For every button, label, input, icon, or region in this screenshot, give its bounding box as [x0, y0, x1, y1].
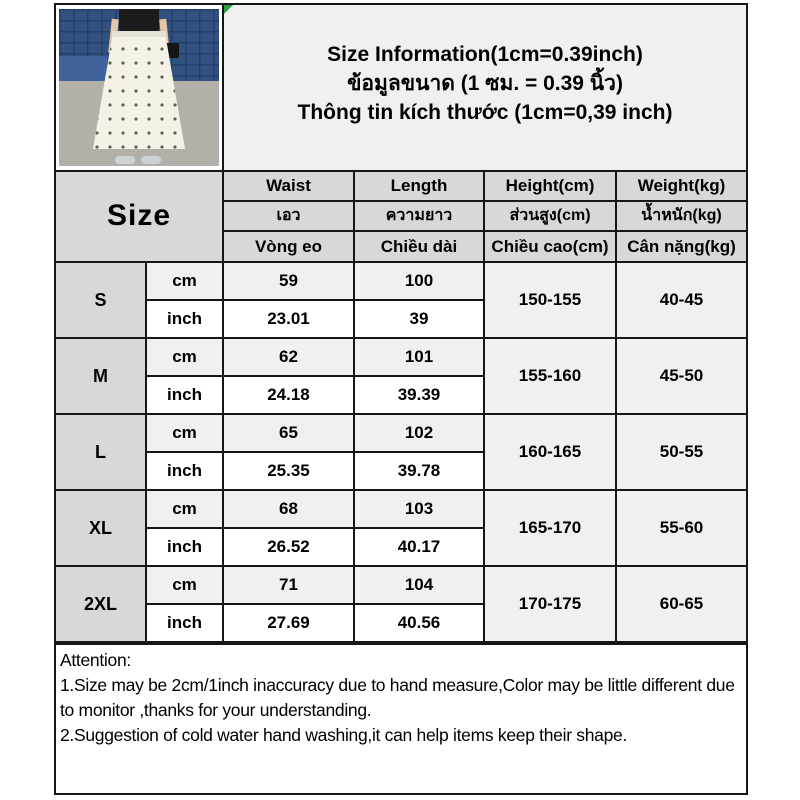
length-cm-2xl: 104 [355, 567, 483, 603]
excel-corner-marker-icon [224, 5, 233, 14]
waist-cm-m: 62 [224, 339, 353, 375]
size-row-label-m: M [56, 339, 145, 413]
product-photo-cell [56, 5, 222, 170]
length-header-vi: Chiều dài [355, 232, 483, 261]
height-header-vi: Chiều cao(cm) [485, 232, 615, 261]
length-header-en: Length [355, 172, 483, 200]
size-row-label-l: L [56, 415, 145, 489]
size-row-label-2xl: 2XL [56, 567, 145, 641]
size-chart-table [54, 3, 748, 643]
height-header-th: ส่วนสูง(cm) [485, 202, 615, 230]
waist-inch-m: 24.18 [224, 377, 353, 413]
waist-header-en: Waist [224, 172, 353, 200]
weight-header-th: น้ำหนัก(kg) [617, 202, 746, 230]
waist-cm-l: 65 [224, 415, 353, 451]
length-cm-m: 101 [355, 339, 483, 375]
length-cm-xl: 103 [355, 491, 483, 527]
waist-cm-2xl: 71 [224, 567, 353, 603]
size-column-header: Size [56, 172, 222, 261]
weight-range-l: 50-55 [617, 415, 746, 489]
length-inch-xl: 40.17 [355, 529, 483, 565]
waist-inch-2xl: 27.69 [224, 605, 353, 641]
length-inch-l: 39.78 [355, 453, 483, 489]
unit-inch-xl: inch [147, 529, 222, 565]
weight-header-en: Weight(kg) [617, 172, 746, 200]
waist-inch-l: 25.35 [224, 453, 353, 489]
pants-waistband [112, 31, 166, 37]
height-range-m: 155-160 [485, 339, 615, 413]
unit-cm-l: cm [147, 415, 222, 451]
shoe-right [141, 156, 161, 164]
chart-title-cell [224, 5, 746, 170]
attention-line-1: 1.Size may be 2cm/1inch inaccuracy due to hand measure,Color may be little different due to monitor ,thanks for your understanding. [60, 675, 735, 720]
length-cm-l: 102 [355, 415, 483, 451]
waist-inch-xl: 26.52 [224, 529, 353, 565]
height-range-2xl: 170-175 [485, 567, 615, 641]
unit-inch-l: inch [147, 453, 222, 489]
waist-header-th: เอว [224, 202, 353, 230]
unit-cm-m: cm [147, 339, 222, 375]
weight-header-vi: Cân nặng(kg) [617, 232, 746, 261]
unit-inch-m: inch [147, 377, 222, 413]
length-header-th: ความยาว [355, 202, 483, 230]
title-thai: ข้อมูลขนาด (1 ซม. = 0.39 นิ้ว) [347, 72, 623, 96]
height-range-s: 150-155 [485, 263, 615, 337]
title-vietnamese: Thông tin kích thước (1cm=0,39 inch) [297, 101, 673, 125]
length-inch-s: 39 [355, 301, 483, 337]
waist-inch-s: 23.01 [224, 301, 353, 337]
height-range-xl: 165-170 [485, 491, 615, 565]
unit-cm-s: cm [147, 263, 222, 299]
shoe-left [115, 156, 135, 164]
weight-range-s: 40-45 [617, 263, 746, 337]
waist-header-vi: Vòng eo [224, 232, 353, 261]
title-english: Size Information(1cm=0.39inch) [327, 43, 643, 66]
attention-note [54, 643, 748, 795]
attention-heading: Attention: [60, 650, 131, 670]
unit-cm-xl: cm [147, 491, 222, 527]
size-row-label-s: S [56, 263, 145, 337]
weight-range-2xl: 60-65 [617, 567, 746, 641]
length-inch-2xl: 40.56 [355, 605, 483, 641]
height-range-l: 160-165 [485, 415, 615, 489]
size-row-label-xl: XL [56, 491, 145, 565]
waist-cm-xl: 68 [224, 491, 353, 527]
weight-range-m: 45-50 [617, 339, 746, 413]
waist-cm-s: 59 [224, 263, 353, 299]
product-photo [59, 9, 219, 166]
unit-cm-2xl: cm [147, 567, 222, 603]
length-cm-s: 100 [355, 263, 483, 299]
weight-range-xl: 55-60 [617, 491, 746, 565]
unit-inch-s: inch [147, 301, 222, 337]
height-header-en: Height(cm) [485, 172, 615, 200]
attention-line-2: 2.Suggestion of cold water hand washing,it can help items keep their shape. [60, 725, 628, 745]
length-inch-m: 39.39 [355, 377, 483, 413]
unit-inch-2xl: inch [147, 605, 222, 641]
